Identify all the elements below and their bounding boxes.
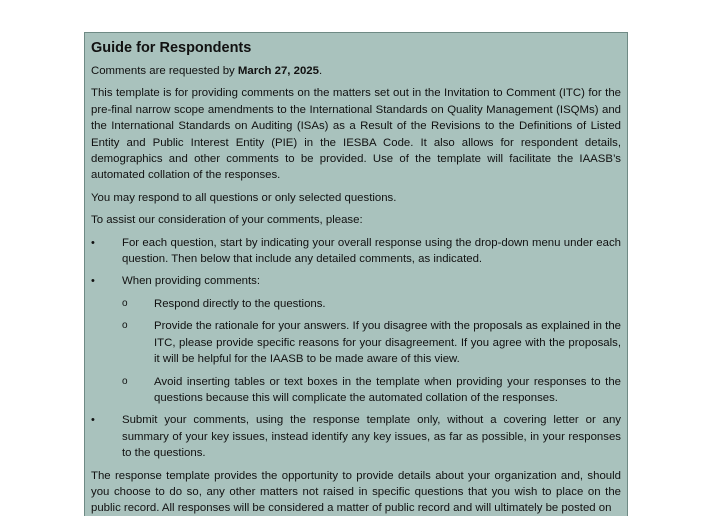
bullet-mark: • (91, 275, 95, 288)
bullet-item-dropdown (91, 235, 621, 268)
sub-bullet-mark: o (122, 375, 128, 387)
sub-bullet-text: Provide the rationale for your answers. If you disagree with the proposals as explained in the ITC, please provide specific reasons for your disagreement. If you agree with the proposals, it will be helpful for the IAASB to be made aware of this view. (154, 320, 621, 366)
intro-paragraph: This template is for providing comments on the matters set out in the Invitation to Comment (ITC) for the pre-final narrow scope amendments to the International Standards on Quality Management (ISQMs) and the International Standards on Auditing (ISAs) as a Result of the Revisions to the Definitions of Listed Entity and Public Interest Entity (PIE) in the IESBA Code. It also allows for respondent details, demographics and other comments to be provided. Use of the template will facilitate the IAASB’s automated collation of the responses. (91, 87, 621, 182)
bullet-item-providing-comments (91, 273, 621, 289)
deadline-paragraph (91, 63, 621, 79)
deadline-suffix: . (318, 65, 323, 77)
bullet-text: Submit your comments, using the response template only, without a covering letter or any summary of your key issues, instead identify any key issues, as far as possible, in your responses to the questions. (122, 414, 621, 460)
sub-bullet-mark: o (122, 320, 128, 332)
bullet-mark: • (91, 414, 95, 427)
guide-for-respondents-box (84, 32, 628, 516)
assist-intro: To assist our consideration of your comments, please: (91, 214, 363, 227)
bullet-mark: • (91, 236, 95, 249)
bullet-text: For each question, start by indicating your overall response using the drop-down menu under each question. Then below that include any detailed comments, as indicated. (122, 236, 621, 266)
sub-bullet-text: Respond directly to the questions. (154, 297, 326, 310)
bullet-item-submit (91, 412, 621, 461)
sub-bullet-text: Avoid inserting tables or text boxes in the template when providing your responses to the questions because this will complicate the automated collation of the responses. (154, 375, 621, 404)
sub-bullet-item-rationale (91, 318, 621, 367)
guide-title: Guide for Respondents (91, 40, 252, 56)
deadline-date: March 27, 2025 (237, 65, 319, 77)
bullet-text: When providing comments: (122, 275, 261, 288)
respond-note: You may respond to all questions or only selected questions. (91, 191, 397, 204)
closing-paragraph: The response template provides the opportunity to provide details about your organization and, should you choose to do so, any other matters not raised in specific questions that you wish to place on the public record. All responses will be considered a matter of public record and will ultimately be posted on (91, 469, 621, 515)
deadline-prefix: Comments are requested by (91, 65, 238, 77)
sub-bullet-mark: o (122, 297, 128, 309)
sub-bullet-item-respond-directly (91, 296, 621, 312)
sub-bullet-item-avoid-tables (91, 374, 621, 407)
